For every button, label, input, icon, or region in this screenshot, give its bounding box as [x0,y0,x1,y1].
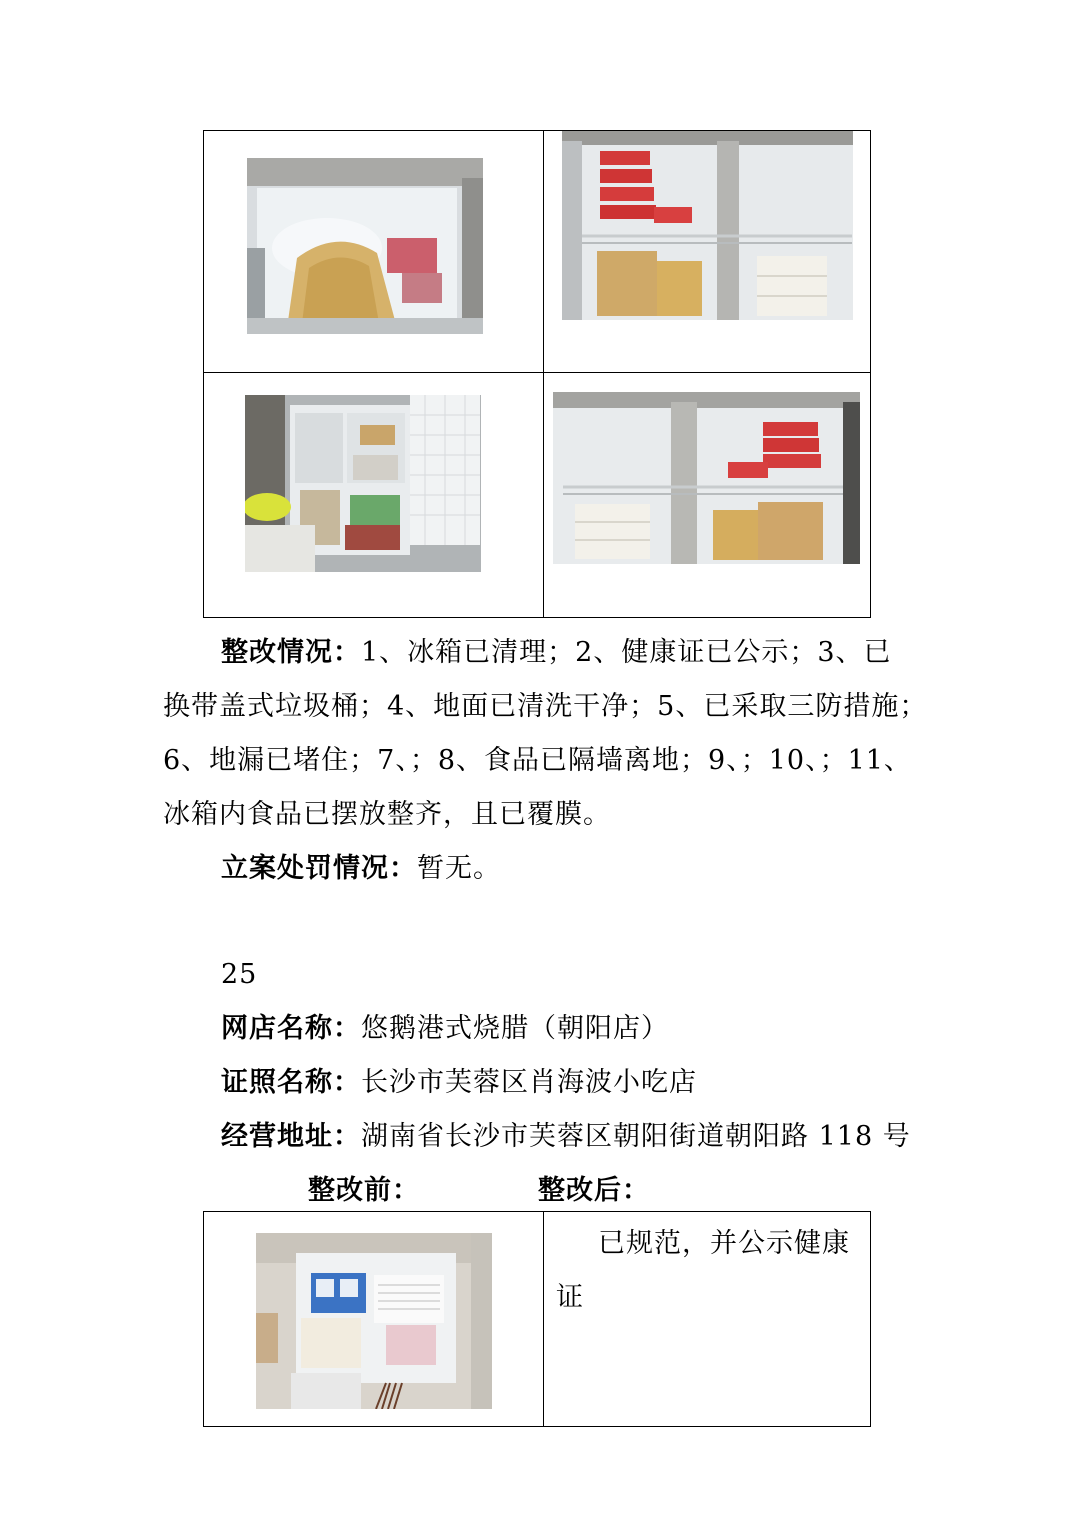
rectification-line-3: 6、地漏已堵住；7、；8、食品已隔墙离地；9、；10、；11、 [163,745,912,776]
entry-number: 25 [221,959,258,990]
address-value: 湖南省长沙市芙蓉区朝阳街道朝阳路 118 号 [361,1121,911,1152]
fridge-interior-photo [553,392,860,564]
shop-name-value: 悠鹅港式烧腊（朝阳店） [361,1013,669,1044]
rectification-line-1 [221,626,892,680]
rectification-line-4: 冰箱内食品已摆放整齐，且已覆膜。 [163,799,611,830]
before-label: 整改前： [308,1175,420,1206]
rectification-line-2: 换带盖式垃圾桶；4、地面已清洗干净；5、已采取三防措施； [163,691,928,722]
health-certificate-board-photo [256,1233,492,1409]
rectification-text: 1、冰箱已清理；2、健康证已公示；3、已 [361,637,892,668]
fridge-photo [562,131,853,320]
shop-name-label: 网店名称： [221,1013,361,1044]
rectification-label: 整改情况： [221,637,361,668]
after-description-line-2: 证 [556,1282,584,1313]
shop-name-line [221,1002,669,1056]
license-name-value: 长沙市芙蓉区肖海波小吃店 [361,1067,697,1098]
open-fridge-photo [245,395,481,572]
after-label: 整改后： [538,1175,650,1206]
penalty-line [221,842,501,896]
freezer-photo [247,158,483,334]
penalty-value: 暂无。 [417,853,501,884]
penalty-label: 立案处罚情况： [221,853,417,884]
license-name-line [221,1056,697,1110]
license-name-label: 证照名称： [221,1067,361,1098]
address-line [221,1110,911,1164]
address-label: 经营地址： [221,1121,361,1152]
after-description-line-1: 已规范，并公示健康 [598,1228,850,1259]
